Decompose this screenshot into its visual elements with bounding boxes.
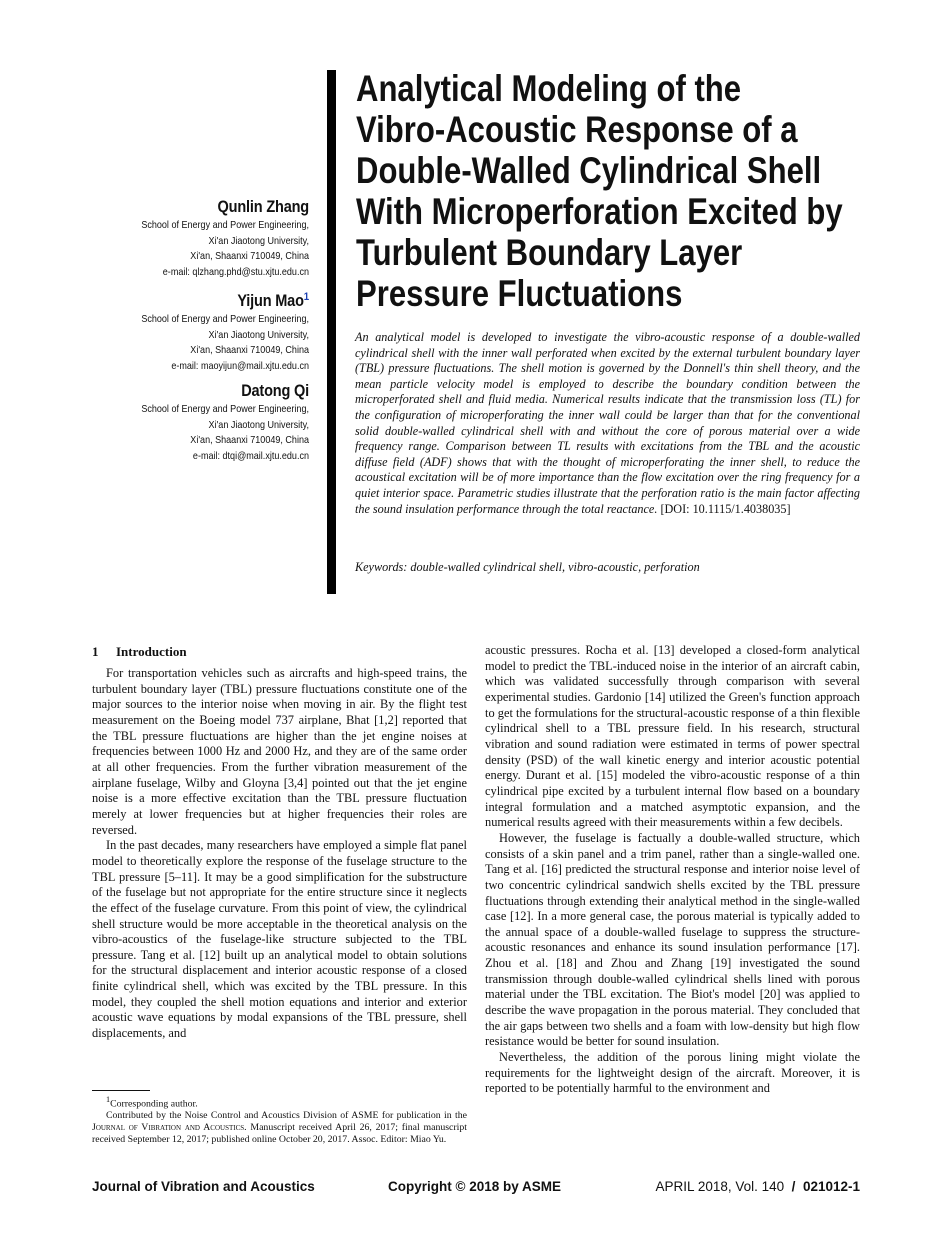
keywords: Keywords: double-walled cylindrical shell, vibro-acoustic, perforation	[355, 560, 700, 574]
author-name	[125, 380, 309, 402]
title-line: Pressure Fluctuations	[356, 273, 683, 314]
author-email[interactable]: e-mail: qlzhang.phd@stu.xjtu.edu.cn	[162, 265, 309, 278]
author-affiliation-line: Xi'an Jiaotong University,	[208, 234, 309, 247]
author-affiliation-line: School of Energy and Power Engineering,	[141, 403, 309, 415]
author-affiliation-line: School of Energy and Power Engineering,	[141, 313, 309, 325]
author-email[interactable]: e-mail: maoyijun@mail.xjtu.edu.cn	[171, 359, 309, 372]
abstract-text: An analytical model is developed to investigate the vibro-acoustic response of a double-walled cylindrical shell with the inner wall perforated when excited by the external turbulent boundary layer (TBL) pressure fluctuations. The shell motion is governed by the Donnell's thin shell theory, and the mean particle velocity model is employed to describe the boundary condition between the microperforated shell and fluid media. Numerical results indicate that the transmission loss (TL) for the configuration of microperforating the inner wall could be larger than that for the conventional solid double-walled cylindrical shell with and without the core of porous material over a wide frequency range. Comparison between TL results with excitations from the TBL and the acoustic diffuse field (ADF) shows that with the thought of microperforating the inner shell, to reduce the acoustical excitation will be of more importance than the flow excitation over the ring frequency for a quiet interior space. Parametric studies illustrate that the perforation ratio is the main factor affecting the sound insulation performance through the total reactance.	[355, 330, 860, 516]
title-line: Analytical Modeling of the	[356, 68, 742, 109]
title-line: With Microperforation Excited by	[356, 191, 843, 232]
author-block-3	[100, 380, 309, 464]
footer-issue	[656, 1178, 860, 1196]
corresponding-author-mark[interactable]: 1	[303, 291, 309, 303]
footnote-mark: 1	[106, 1095, 111, 1104]
footnote-corresponding	[92, 1094, 467, 1110]
title-line: Turbulent Boundary Layer	[356, 232, 743, 273]
author-affiliation-line: Xi'an, Shaanxi 710049, China	[190, 344, 309, 356]
author-affiliation-line: School of Energy and Power Engineering,	[141, 219, 309, 231]
footer-article-number: 021012-1	[802, 1179, 860, 1194]
body-paragraph: For transportation vehicles such as aircrafts and high-speed trains, the turbulent boundary layer (TBL) pressure fluctuations constitute one of the major sources to the interior noise when moving in air. By the flight test measurement on the Boeing model 737 airplane, Bhat [1,2] reported that the TBL pressure fluctuations are higher than the jet engine noises at frequencies between 1000 Hz and 2000 Hz, and they are of the same order at all other frequencies. From the further vibration measurement of the airplane fuselage, Wilby and Gloyna [3,4] pointed out that the jet engine noise is a more effective excitation than the TBL pressure fluctuation merely at lower frequencies but at higher frequencies their roles are reversed.	[92, 666, 467, 837]
body-paragraph: Nevertheless, the addition of the porous lining might violate the requirements for the lightweight design of the aircraft. Moreover, it is reported to be potentially harmful to the environment and	[485, 1050, 860, 1096]
author-block-2	[100, 286, 309, 374]
footnote-text: . Manuscript received April 26, 2017; final manuscript received September 12, 2017; published online October 20, 2017. Assoc. Editor: Miao Yu.	[92, 1122, 468, 1146]
author-affiliation-line: Xi'an, Shaanxi 710049, China	[190, 434, 309, 446]
title-line: Double-Walled Cylindrical Shell	[356, 150, 822, 191]
footer-separator: /	[791, 1179, 796, 1194]
journal-name-smallcaps: Journal of Vibration and Acoustics	[92, 1122, 245, 1134]
body-paragraph: In the past decades, many researchers have employed a simple flat panel model to theoretically explore the response of the fuselage structure to the TBL pressure [5–11]. It may be a good simplification for the substructure of the fuselage but not appropriate for the entire structure since it neglects the effect of the fuselage curvature. From this point of view, the cylindrical shell structure would be more acceptable in the theoretical analysis on the vibro-acoustics of the fuselage-like structure subjected to the TBL pressure. Tang et al. [12] built up an analytical model to obtain solutions for the structural displacement and interior acoustic response of a closed finite cylindrical shell, which was excited by the TBL pressure. In this model, they coupled the shell motion equations and interior and exterior acoustic wave equations by modal expansions of the TBL pressure, shell displacements, and	[92, 838, 467, 1041]
footnote-text: Corresponding author.	[110, 1098, 198, 1110]
section-title: Introduction	[116, 644, 187, 659]
author-block-1	[100, 196, 309, 280]
body-paragraph: However, the fuselage is factually a double-walled structure, which consists of a skin panel and a trim panel, rather than a single-walled one. Tang et al. [16] predicted the structural response and interior noise level of two concentric cylindrical sandwich shells excited by the TBL pressure fluctuations through extending their analytical method in the single-walled case [12]. In a more general case, the porous material is typically added to the annual space of a double-walled fuselage to suppress the structure-acoustic resonances and enhance its sound insulation performance [17]. Zhou et al. [18] and Zhou and Zhang [19] investigated the sound transmission through double-walled cylindrical shells lined with porous material under the TBL excitation. The Biot's model [20] was applied to describe the wave propagation in the porous material. They concluded that the air gaps between two shells and a foam with low-density but high flow resistance would be better for sound insulation.	[485, 830, 860, 1049]
author-name	[125, 196, 309, 218]
footer-journal: Journal of Vibration and Acoustics	[92, 1179, 315, 1194]
section-heading	[92, 643, 467, 660]
title-line: Vibro-Acoustic Response of a	[356, 109, 798, 150]
footnotes	[92, 1094, 467, 1146]
footer-copyright: Copyright © 2018 by ASME	[388, 1179, 561, 1194]
body-column-left	[92, 643, 467, 1042]
footnote-contribution	[92, 1110, 467, 1146]
author-affiliation-line: Xi'an Jiaotong University,	[208, 418, 309, 431]
author-name-text: Datong Qi	[241, 382, 309, 400]
author-affiliation-line: Xi'an Jiaotong University,	[208, 328, 309, 341]
author-email[interactable]: e-mail: dtqi@mail.xjtu.edu.cn	[192, 449, 309, 462]
author-list	[100, 196, 309, 470]
body-column-right	[485, 643, 860, 1097]
author-name	[125, 286, 309, 312]
body-paragraph: acoustic pressures. Rocha et al. [13] developed a closed-form analytical model to predict the TBL-induced noise in the interior of an aircraft cabin, which was validated successfully through comparison with several experimental studies. Gardonio [14] utilized the Green's function approach to get the formulations for the structural-acoustic response of a thin flexible cylindrical shell to a TBL pressure field. In his research, structural vibration and sound radiation were estimated in terms of power spectral density (PSD) of the wall kinetic energy and interior acoustic potential energy. Durant et al. [15] modeled the vibro-acoustic response of a thin cylindrical pipe excited by a turbulent internal flow based on a boundary integral formulation and a matched asymptotic expansion, and the numerical results agreed with their measurements within a few decibels.	[485, 643, 860, 830]
author-name-text: Yijun Mao	[237, 292, 304, 310]
footnote-rule	[92, 1090, 150, 1091]
author-affiliation-line: Xi'an, Shaanxi 710049, China	[190, 250, 309, 262]
paper-title	[356, 68, 843, 314]
abstract	[355, 330, 860, 517]
doi-link[interactable]: [DOI: 10.1115/1.4038035]	[660, 501, 791, 516]
footnote-text: Contributed by the Noise Control and Acoustics Division of ASME for publication in the	[106, 1110, 467, 1122]
section-number: 1	[92, 644, 99, 659]
footer-issue-text: APRIL 2018, Vol. 140	[655, 1179, 785, 1194]
author-name-text: Qunlin Zhang	[217, 198, 309, 216]
title-divider-bar	[327, 70, 336, 594]
